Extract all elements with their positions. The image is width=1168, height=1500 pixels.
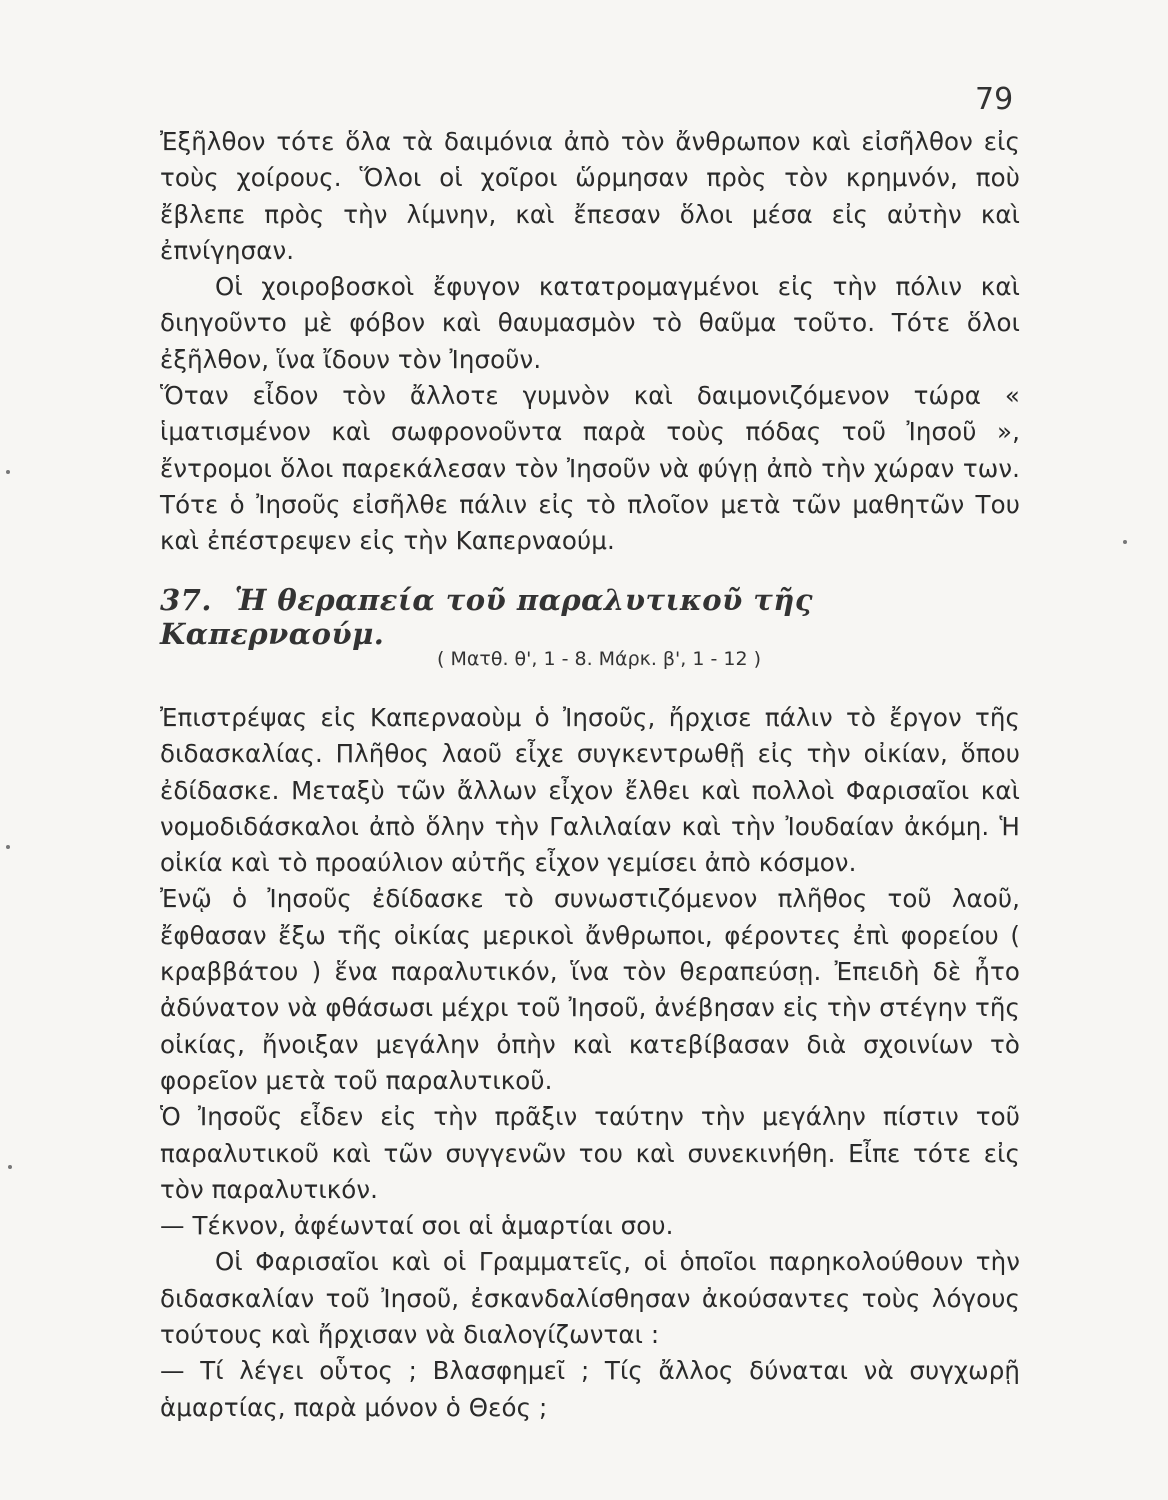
section-heading (160, 583, 1020, 651)
paragraph: Οἱ χοιροβοσκοὶ ἔφυγον κατατρομαγμένοι εἰς τὴν πόλιν καὶ διηγοῦντο μὲ φόβον καὶ θαυμασμὸν τὸ θαῦμα τοῦτο. Τότε ὅλοι ἐξῆλθον, ἵνα ἴδουν τὸν Ἰησοῦν. (160, 272, 1020, 374)
scripture-reference: ( Ματθ. θ', 1 - 8. Μάρκ. β', 1 - 12 ) (437, 648, 761, 670)
paragraph: Ἐνῷ ὁ Ἰησοῦς ἐδίδασκε τὸ συνωστιζόμενον πλῆθος τοῦ λαοῦ, ἔφθασαν ἔξω τῆς οἰκίας μερικοὶ ἄνθρωποι, φέροντες ἐπὶ φορείου ( κραββάτου ) ἕνα παραλυτικόν, ἵνα τὸν θεραπεύσῃ. Ἐπειδὴ δὲ ἦτο ἀδύνατον νὰ φθάσωσι μέχρι τοῦ Ἰησοῦ, ἀνέβησαν εἰς τὴν στέγην τῆς οἰκίας, ἤνοιξαν μεγάλην ὀπὴν καὶ κατεβίβασαν διὰ σχοινίων τὸ φορεῖον μετὰ τοῦ παραλυτικοῦ. (160, 884, 1020, 1095)
paragraph: — Τέκνον, ἀφέωνταί σοι αἱ ἁμαρτίαι σου. (160, 1211, 674, 1241)
margin-speck (8, 1165, 12, 1169)
margin-speck (6, 470, 10, 474)
margin-speck (1123, 540, 1127, 544)
scripture-reference-wrapper (0, 648, 1168, 670)
margin-speck (6, 845, 10, 849)
paragraph: Ἐξῆλθον τότε ὅλα τὰ δαιμόνια ἀπὸ τὸν ἄνθρωπον καὶ εἰσῆλθον εἰς τοὺς χοίρους. Ὅλοι οἱ χοῖροι ὥρμησαν πρὸς τὸν κρημνόν, ποὺ ἔβλεπε πρὸς τὴν λίμνην, καὶ ἔπεσαν ὅλοι μέσα εἰς αὐτὴν καὶ ἐπνίγησαν. (160, 127, 1020, 265)
paragraph: Ἐπιστρέψας εἰς Καπερναοὺμ ὁ Ἰησοῦς, ἤρχισε πάλιν τὸ ἔργον τῆς διδασκαλίας. Πλῆθος λαοῦ εἶχε συγκεντρωθῇ εἰς τὴν οἰκίαν, ὅπου ἐδίδασκε. Μεταξὺ τῶν ἄλλων εἶχον ἔλθει καὶ πολλοὶ Φαρισαῖοι καὶ νομοδιδάσκαλοι ἀπὸ ὅλην τὴν Γαλιλαίαν καὶ τὴν Ἰουδαίαν ἀκόμη. Ἡ οἰκία καὶ τὸ προαύλιον αὐτῆς εἶχον γεμίσει ἀπὸ κόσμον. (160, 703, 1020, 878)
text-block-before-heading (160, 124, 1020, 560)
paragraph: Ὅταν εἶδον τὸν ἄλλοτε γυμνὸν καὶ δαιμονιζόμενον τώρα « ἱματισμένον καὶ σωφρονοῦντα παρὰ τοὺς πόδας τοῦ Ἰησοῦ », ἔντρομοι ὅλοι παρεκάλεσαν τὸν Ἰησοῦν νὰ φύγῃ ἀπὸ τὴν χώραν των. Τότε ὁ Ἰησοῦς εἰσῆλθε πάλιν εἰς τὸ πλοῖον μετὰ τῶν μαθητῶν Του καὶ ἐπέστρεψεν εἰς τὴν Καπερναούμ. (160, 381, 1020, 556)
section-title: Ἡ θεραπεία τοῦ παραλυτικοῦ τῆς Καπερναούμ. (160, 583, 814, 651)
section-number: 37. (160, 583, 212, 617)
paragraph: Ὁ Ἰησοῦς εἶδεν εἰς τὴν πρᾶξιν ταύτην τὴν μεγάλην πίστιν τοῦ παραλυτικοῦ καὶ τῶν συγγενῶν του καὶ συνεκινήθη. Εἶπε τότε εἰς τὸν παραλυτικόν. (160, 1102, 1020, 1204)
text-block-after-heading (160, 700, 1020, 1426)
page-number: 79 (975, 82, 1014, 117)
paragraph: Οἱ Φαρισαῖοι καὶ οἱ Γραμματεῖς, οἱ ὁποῖοι παρηκολούθουν τὴν διδασκαλίαν τοῦ Ἰησοῦ, ἐσκανδαλίσθησαν ἀκούσαντες τοὺς λόγους τούτους καὶ ἤρχισαν νὰ διαλογίζωνται : (160, 1247, 1020, 1350)
paragraph: — Τί λέγει οὗτος ; Βλασφημεῖ ; Τίς ἄλλος δύναται νὰ συγχωρῇ ἁμαρτίας, παρὰ μόνον ὁ Θεός ; (160, 1356, 1020, 1422)
